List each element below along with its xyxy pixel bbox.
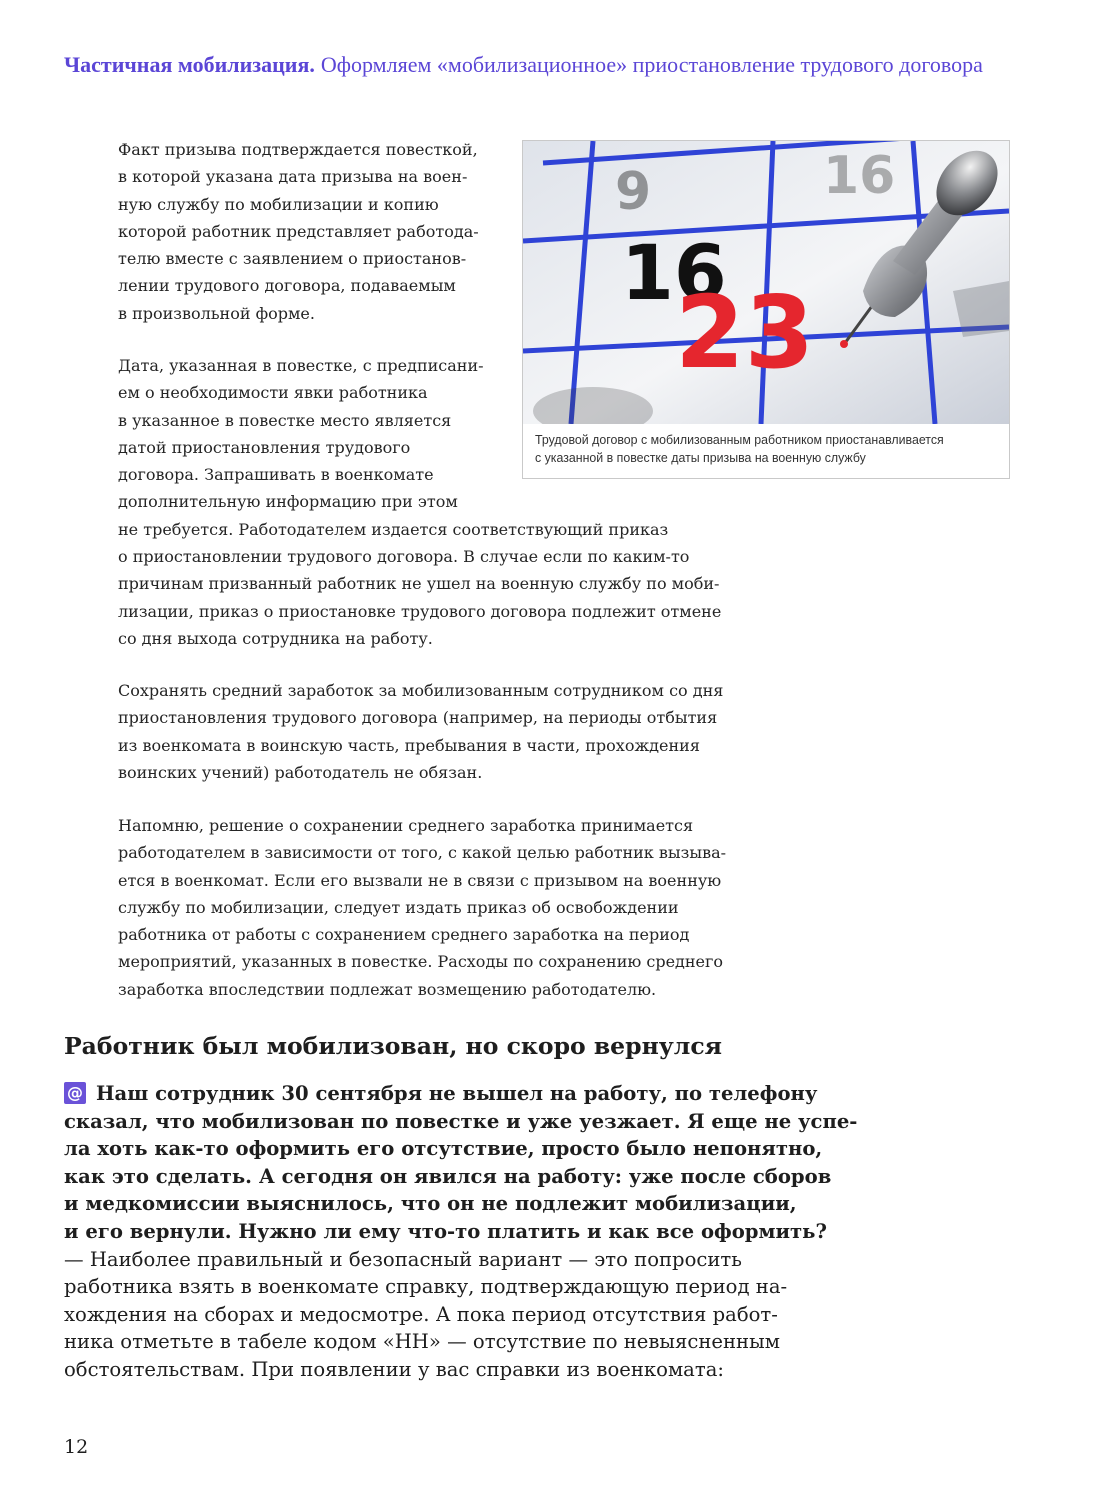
text-line: заработка впоследствии подлежат возмещению работодателю. <box>118 979 657 999</box>
question-line: сказал, что мобилизован по повестке и уже уезжает. Я еще не успе- <box>64 1109 858 1133</box>
text-line: ную службу по мобилизации и копию <box>118 194 439 214</box>
answer-line: хождения на сборах и медосмотре. А пока период отсутствия работ- <box>64 1302 778 1326</box>
text-line: службу по мобилизации, следует издать приказ об освобождении <box>118 897 679 917</box>
text-line: из военкомата в воинскую часть, пребывания в части, прохождения <box>118 735 700 755</box>
caption-line: с указанной в повестке даты призыва на военную службу <box>535 450 866 465</box>
paragraph-4 <box>118 812 726 1003</box>
qa-block <box>64 1080 858 1384</box>
text-line: о приостановлении трудового договора. В случае если по каким-то <box>118 547 690 567</box>
paragraph-3 <box>118 677 723 786</box>
calendar-number-9: 9 <box>615 162 652 222</box>
question-line: ла хоть как-то оформить его отсутствие, просто было непонятно, <box>64 1137 823 1161</box>
text-line: в которой указана дата призыва на воен- <box>118 167 468 187</box>
text-line: ется в военкомат. Если его вызвали не в связи с призывом на военную <box>118 870 722 890</box>
text-line: со дня выхода сотрудника на работу. <box>118 628 433 648</box>
text-line: Дата, указанная в повестке, с предписани- <box>118 356 484 375</box>
text-line: лении трудового договора, подаваемым <box>118 276 456 296</box>
answer-line: работника взять в военкомате справку, подтверждающую период на- <box>64 1275 788 1299</box>
caption-line: Трудовой договор с мобилизованным работником приостанавливается <box>535 432 944 447</box>
calendar-number-23: 23 <box>675 274 815 391</box>
question-line: как это сделать. А сегодня он явился на работу: уже после сборов <box>64 1164 832 1188</box>
running-header <box>64 52 1064 78</box>
header-subtitle: Оформляем «мобилизационное» приостановление трудового договора <box>320 52 983 77</box>
text-line: мероприятий, указанных в повестке. Расходы по сохранению среднего <box>118 952 724 972</box>
text-line: дополнительную информацию при этом <box>118 492 458 512</box>
text-line: воинских учений) работодатель не обязан. <box>118 762 483 782</box>
text-line: телю вместе с заявлением о приостанов- <box>118 249 467 269</box>
text-line: приостановления трудового договора (например, на периоды отбытия <box>118 708 718 728</box>
text-line: не требуется. Работодателем издается соответствующий приказ <box>118 519 669 539</box>
page-number: 12 <box>64 1436 89 1458</box>
calendar-number-16: 16 <box>621 228 727 317</box>
header-section: Частичная мобилизация. <box>64 52 315 77</box>
text-line: причинам призванный работник не ушел на военную службу по моби- <box>118 574 720 594</box>
answer-line: — Наиболее правильный и безопасный вариант — это попросить <box>64 1247 742 1271</box>
section-heading: Работник был мобилизован, но скоро вернулся <box>64 1032 723 1060</box>
text-line: в произвольной форме. <box>118 303 315 323</box>
answer-line: ника отметьте в табеле кодом «НН» — отсутствие по невыясненным <box>64 1330 780 1354</box>
calendar-number-16-faded: 16 <box>823 146 896 206</box>
calendar-photo <box>523 141 1009 424</box>
text-line: работодателем в зависимости от того, с какой целью работник вызыва- <box>118 843 727 863</box>
text-line: Факт призыва подтверждается повесткой, <box>118 140 478 159</box>
question-line: и медкомиссии выяснилось, что он не подлежит мобилизации, <box>64 1192 797 1216</box>
figure-caption <box>535 431 944 467</box>
text-line: ем о необходимости явки работника <box>118 383 428 403</box>
text-line: в указанное в повестке место является <box>118 410 452 430</box>
question-line: и его вернули. Нужно ли ему что-то платить и как все оформить? <box>64 1219 827 1243</box>
calendar-figure <box>522 140 1010 479</box>
text-line: которой работник представляет работода- <box>118 221 479 241</box>
text-line: договора. Запрашивать в военкомате <box>118 465 434 485</box>
text-line: датой приостановления трудового <box>118 437 411 457</box>
at-sign-icon: @ <box>64 1082 86 1104</box>
question-line: @ Наш сотрудник 30 сентября не вышел на работу, по телефону <box>64 1080 754 1108</box>
paragraph-1 <box>118 136 479 327</box>
answer-line: обстоятельствам. При появлении у вас справки из военкомата: <box>64 1357 724 1381</box>
text-line: Напомню, решение о сохранении среднего заработка принимается <box>118 816 694 835</box>
text-line: работника от работы с сохранением среднего заработка на период <box>118 925 690 945</box>
text-line: лизации, приказ о приостановке трудового договора подлежит отмене <box>118 601 722 621</box>
text-line: Сохранять средний заработок за мобилизованным сотрудником со дня <box>118 681 724 700</box>
